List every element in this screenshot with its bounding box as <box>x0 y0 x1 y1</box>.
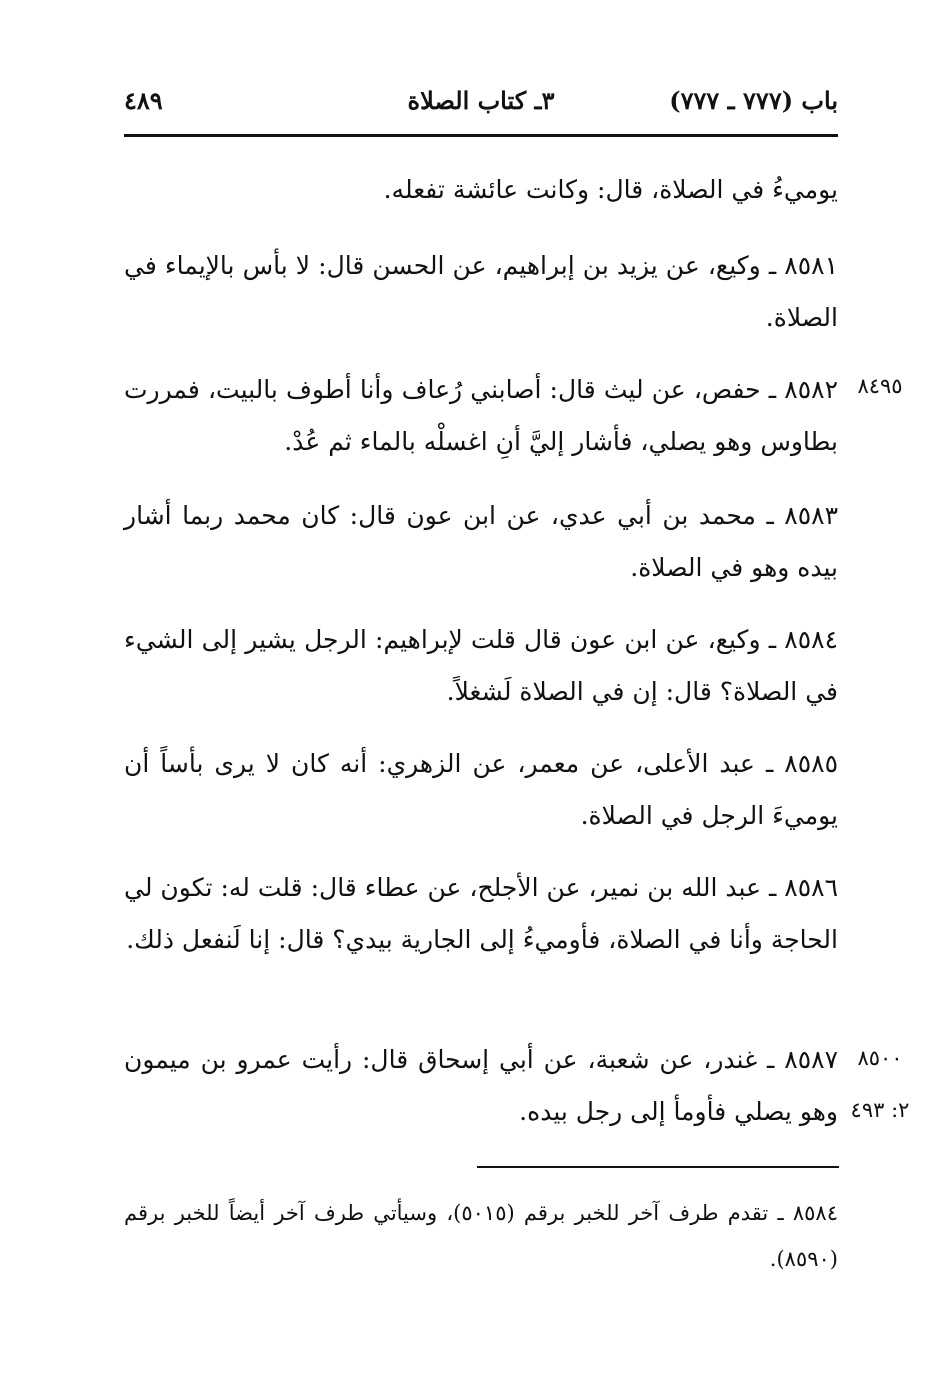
book-title: ٣ـ كتاب الصلاة <box>407 86 555 115</box>
chapter-range: باب (٧٧٧ ـ ٧٧٧) <box>669 86 838 115</box>
margin-reference: ٨٤٩٥ <box>857 374 903 398</box>
header-rule <box>124 134 838 137</box>
page-number: ٤٨٩ <box>124 86 163 115</box>
hadith-8584: ٨٥٨٤ ـ وكيع، عن ابن عون قال قلت لإبراهيم: الرجل يشير إلى الشيء في الصلاة؟ قال: إن في الصلاة لَشغلاً. <box>124 625 838 706</box>
footnote-rule <box>477 1166 839 1168</box>
hadith-8582: ٨٥٨٢ ـ حفص، عن ليث قال: أصابني رُعاف وأنا أطوف بالبيت، فمررت بطاوس وهو يصلي، فأشار إليَّ أنِ اغسلْه بالماء ثم عُدْ. <box>124 375 838 456</box>
hadith-8587: ٨٥٨٧ ـ غندر، عن شعبة، عن أبي إسحاق قال: رأيت عمرو بن ميمون وهو يصلي فأومأ إلى رجل بيده. <box>124 1045 838 1126</box>
margin-volume-reference: ٢: ٤٩٣ <box>850 1098 910 1122</box>
footnote: ٨٥٨٤ ـ تقدم طرف آخر للخبر برقم (٥٠١٥)، وسيأتي طرف آخر أيضاً للخبر برقم (٨٥٩٠). <box>124 1201 838 1271</box>
hadith-8583: ٨٥٨٣ ـ محمد بن أبي عدي، عن ابن عون قال: كان محمد ربما أشار بيده وهو في الصلاة. <box>124 501 838 582</box>
hadith-8585: ٨٥٨٥ ـ عبد الأعلى، عن معمر، عن الزهري: أنه كان لا يرى بأساً أن يوميءَ الرجل في الصلاة. <box>124 749 838 830</box>
page-header <box>124 86 838 126</box>
hadith-8581: ٨٥٨١ ـ وكيع، عن يزيد بن إبراهيم، عن الحسن قال: لا بأس بالإيماء في الصلاة. <box>124 251 838 332</box>
hadith-8586: ٨٥٨٦ ـ عبد الله بن نمير، عن الأجلح، عن عطاء قال: قلت له: تكون لي الحاجة وأنا في الصلاة، فأوميءُ إلى الجارية بيدي؟ قال: إنا لَنفعل ذلك. <box>124 873 838 954</box>
margin-reference: ٨٥٠٠ <box>857 1046 903 1070</box>
paragraph-continuation: يوميءُ في الصلاة، قال: وكانت عائشة تفعله. <box>383 175 838 204</box>
